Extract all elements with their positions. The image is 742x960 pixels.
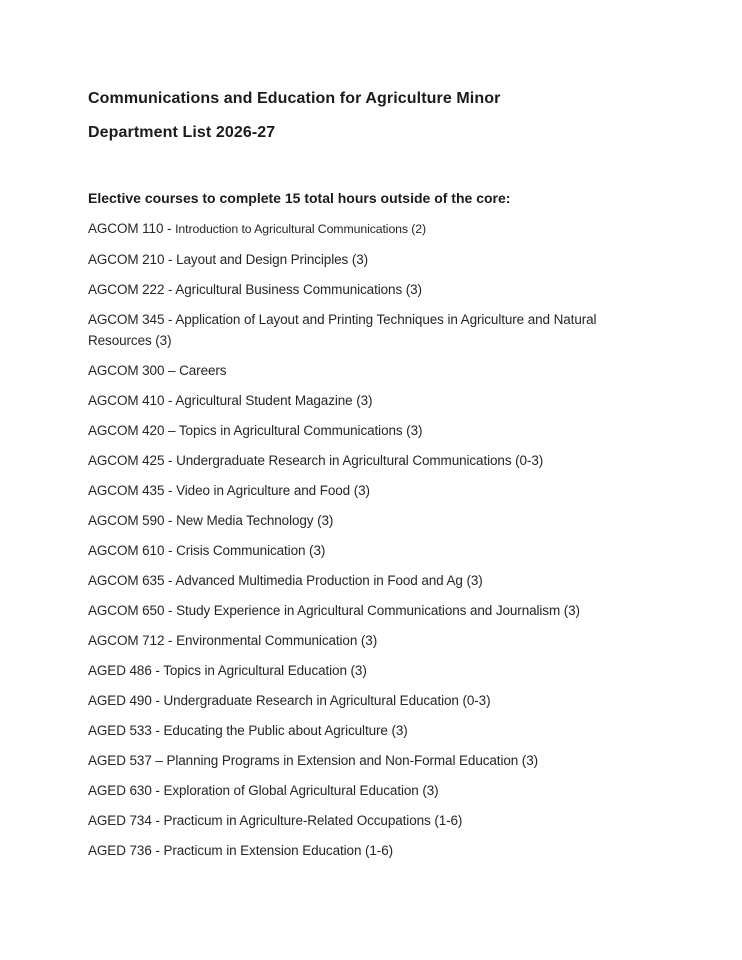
dash-separator: - bbox=[168, 513, 173, 528]
course-item bbox=[88, 630, 663, 651]
course-title: Topics in Agricultural Communications (3) bbox=[178, 423, 423, 438]
course-item bbox=[88, 780, 663, 801]
dash-separator: – bbox=[168, 363, 176, 378]
course-title: Undergraduate Research in Agricultural Education (0-3) bbox=[163, 693, 491, 708]
course-title: Agricultural Student Magazine (3) bbox=[175, 393, 373, 408]
course-code: AGED 486 bbox=[88, 663, 152, 678]
course-list bbox=[88, 218, 672, 861]
course-item bbox=[88, 390, 663, 411]
dash-separator: - bbox=[167, 221, 172, 236]
course-item bbox=[88, 720, 663, 741]
course-item bbox=[88, 840, 663, 861]
dash-separator: - bbox=[168, 573, 173, 588]
course-title: Topics in Agricultural Education (3) bbox=[163, 663, 367, 678]
course-code: AGED 537 bbox=[88, 753, 152, 768]
course-code: AGED 490 bbox=[88, 693, 152, 708]
dash-separator: - bbox=[168, 483, 173, 498]
course-item bbox=[88, 600, 663, 621]
course-item bbox=[88, 309, 663, 351]
course-title: Undergraduate Research in Agricultural Communications (0-3) bbox=[176, 453, 544, 468]
course-title: Layout and Design Principles (3) bbox=[176, 252, 369, 267]
course-item bbox=[88, 279, 663, 300]
course-code: AGCOM 210 bbox=[88, 252, 165, 267]
dash-separator: - bbox=[155, 663, 160, 678]
dash-separator: – bbox=[155, 753, 163, 768]
course-title: Environmental Communication (3) bbox=[176, 633, 378, 648]
dash-separator: - bbox=[168, 282, 173, 297]
course-code: AGCOM 222 bbox=[88, 282, 165, 297]
dash-separator: - bbox=[155, 783, 160, 798]
course-item bbox=[88, 810, 663, 831]
dash-separator: - bbox=[155, 723, 160, 738]
course-title: Practicum in Extension Education (1-6) bbox=[163, 843, 394, 858]
course-item bbox=[88, 540, 663, 561]
dash-separator: – bbox=[168, 423, 176, 438]
course-code: AGCOM 712 bbox=[88, 633, 165, 648]
course-code: AGCOM 435 bbox=[88, 483, 165, 498]
section-heading: Elective courses to complete 15 total hours outside of the core: bbox=[88, 190, 511, 206]
course-code: AGCOM 610 bbox=[88, 543, 165, 558]
course-item bbox=[88, 420, 663, 441]
course-code: AGCOM 300 bbox=[88, 363, 165, 378]
course-code: AGED 533 bbox=[88, 723, 152, 738]
course-item bbox=[88, 360, 663, 381]
course-title: Introduction to Agricultural Communications (2) bbox=[175, 222, 427, 236]
course-title: Advanced Multimedia Production in Food and Ag (3) bbox=[175, 573, 483, 588]
course-code: AGCOM 425 bbox=[88, 453, 165, 468]
dash-separator: - bbox=[168, 393, 173, 408]
dash-separator: - bbox=[168, 603, 173, 618]
dash-separator: - bbox=[155, 693, 160, 708]
course-title: Careers bbox=[179, 363, 227, 378]
course-title: Video in Agriculture and Food (3) bbox=[176, 483, 370, 498]
course-item bbox=[88, 218, 663, 240]
course-code: AGCOM 110 bbox=[88, 221, 164, 236]
course-item bbox=[88, 690, 663, 711]
course-code: AGCOM 650 bbox=[88, 603, 165, 618]
course-title: Application of Layout and Printing Techniques in Agriculture and Natural Resources (3) bbox=[88, 312, 597, 348]
course-code: AGCOM 420 bbox=[88, 423, 165, 438]
dash-separator: - bbox=[168, 633, 173, 648]
document-title: Communications and Education for Agriculture Minor bbox=[88, 90, 501, 107]
course-title: Agricultural Business Communications (3) bbox=[175, 282, 422, 297]
dash-separator: - bbox=[155, 843, 160, 858]
course-item bbox=[88, 510, 663, 531]
course-item bbox=[88, 570, 663, 591]
course-code: AGCOM 410 bbox=[88, 393, 165, 408]
dash-separator: - bbox=[168, 312, 173, 327]
course-title: Planning Programs in Extension and Non-Formal Education (3) bbox=[166, 753, 539, 768]
dash-separator: - bbox=[168, 252, 173, 267]
course-title: Crisis Communication (3) bbox=[176, 543, 326, 558]
course-title: Exploration of Global Agricultural Education (3) bbox=[163, 783, 439, 798]
course-code: AGCOM 635 bbox=[88, 573, 165, 588]
course-title: Practicum in Agriculture-Related Occupations (1-6) bbox=[163, 813, 463, 828]
course-item bbox=[88, 480, 663, 501]
course-code: AGCOM 590 bbox=[88, 513, 165, 528]
course-code: AGED 734 bbox=[88, 813, 152, 828]
course-title: New Media Technology (3) bbox=[176, 513, 334, 528]
course-code: AGED 736 bbox=[88, 843, 152, 858]
course-code: AGED 630 bbox=[88, 783, 152, 798]
course-title: Study Experience in Agricultural Communications and Journalism (3) bbox=[176, 603, 580, 618]
course-item bbox=[88, 660, 663, 681]
course-title: Educating the Public about Agriculture (3) bbox=[163, 723, 408, 738]
course-item bbox=[88, 249, 663, 270]
course-item bbox=[88, 750, 663, 771]
document-subtitle: Department List 2026-27 bbox=[88, 124, 276, 141]
dash-separator: - bbox=[168, 453, 173, 468]
dash-separator: - bbox=[168, 543, 173, 558]
course-code: AGCOM 345 bbox=[88, 312, 165, 327]
course-item bbox=[88, 450, 663, 471]
dash-separator: - bbox=[155, 813, 160, 828]
